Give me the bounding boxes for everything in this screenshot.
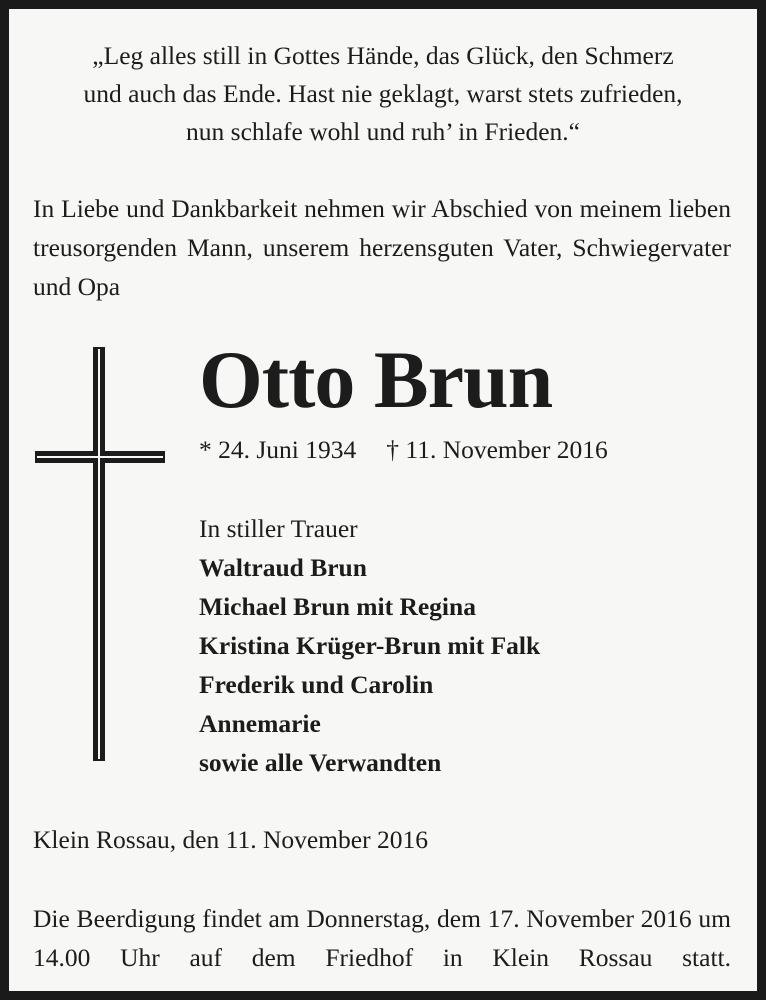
place-and-date: Klein Rossau, den 11. November 2016 [33,825,428,854]
poem-line: und auch das Ende. Hast nie geklagt, warst stets zufrieden, [83,79,683,108]
death-date: † 11. November 2016 [386,435,608,464]
mourner-name: sowie alle Verwandten [199,748,442,777]
mourner-name: Waltraud Brun [199,553,367,582]
poem-line: „Leg alles still in Gottes Hände, das Glück, den Schmerz [92,41,674,70]
cross-icon [35,347,165,761]
birth-date: * 24. Juni 1934 [199,435,357,464]
mourner-name: Michael Brun mit Regina [199,592,476,621]
obituary-notice [9,9,757,991]
life-dates [199,433,608,467]
funeral-info: Die Beerdigung findet am Donnerstag, dem 17. November 2016 um 14.00 Uhr auf dem Friedhof in Klein Rossau statt. [33,904,731,972]
mourner-name: Annemarie [199,709,321,738]
mourning-intro: In stiller Trauer [199,514,358,543]
mourners-block [199,509,540,782]
poem-line: nun schlafe wohl und ruh’ in Frieden.“ [186,117,580,146]
mourner-name: Kristina Krüger-Brun mit Falk [199,631,541,660]
mourner-name: Frederik und Carolin [199,670,434,699]
deceased-name: Otto Brun [199,334,553,425]
poem-quote [9,37,757,151]
intro-text: In Liebe und Dankbarkeit nehmen wir Abschied von meinem lieben treusorgenden Mann, unserem herzensguten Vater, Schwiegervater und Opa [33,194,731,301]
